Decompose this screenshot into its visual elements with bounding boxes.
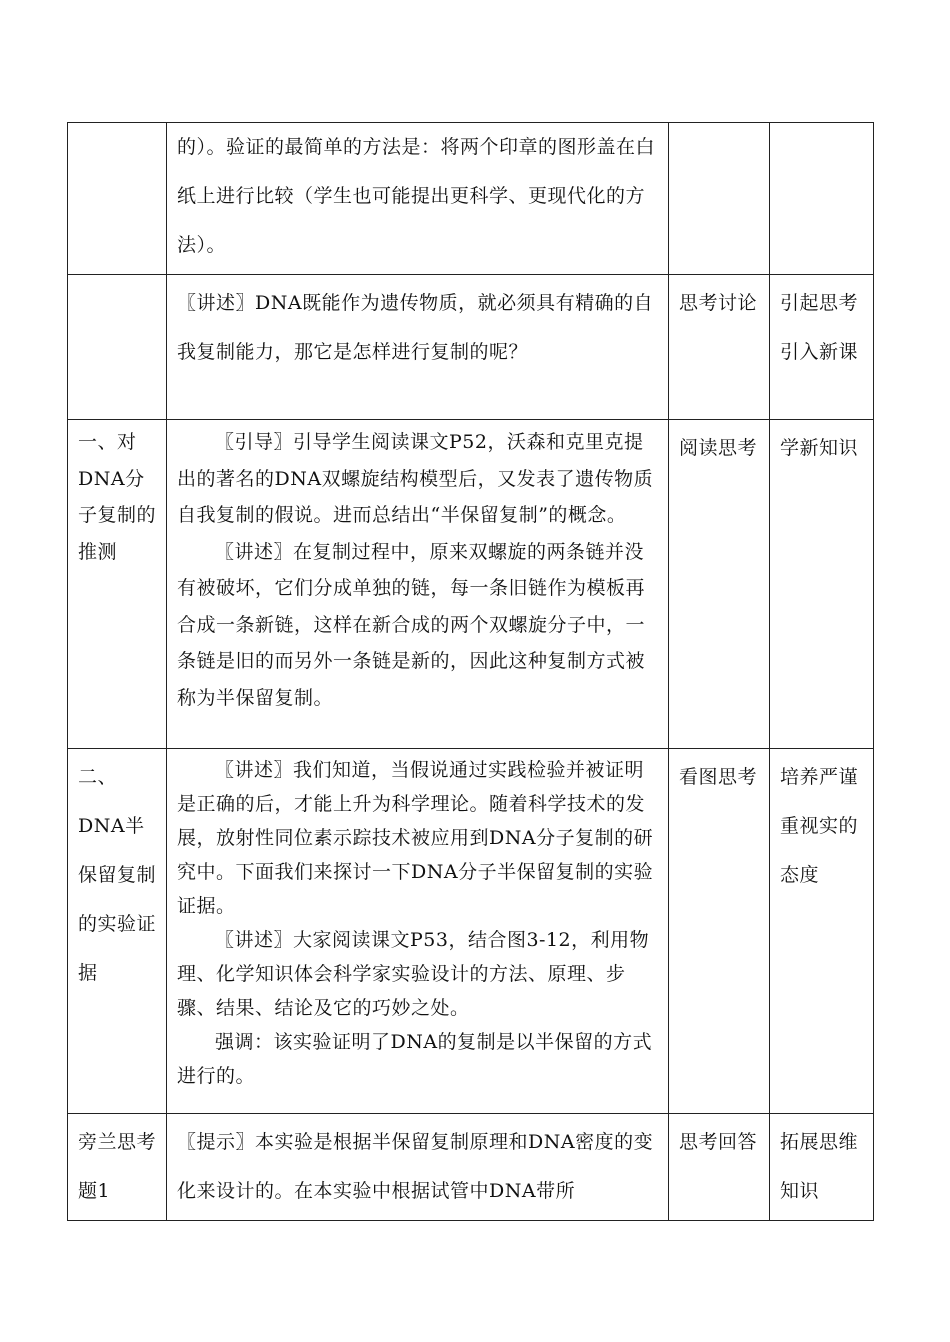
table-row bbox=[68, 275, 874, 420]
content-cell bbox=[167, 749, 669, 1114]
content-paragraph: 〖讲述〗我们知道，当假说通过实践检验并被证明是正确的后，才能上升为科学理论。随着科学技术的发展，放射性同位素示踪技术被应用到DNA分子复制的研究中。下面我们来探讨一下DNA分子半保留复制的实验证据。 bbox=[177, 759, 654, 917]
table-row bbox=[68, 1114, 874, 1221]
purpose-cell: 学新知识 bbox=[770, 420, 874, 749]
purpose-cell: 引起思考引入新课 bbox=[770, 275, 874, 420]
activity-cell: 思考回答 bbox=[669, 1114, 770, 1221]
stage-cell bbox=[68, 275, 167, 420]
content-paragraph: 〖引导〗引导学生阅读课文P52，沃森和克里克提出的著名的DNA双螺旋结构模型后，又发表了遗传物质自我复制的假说。进而总结出“半保留复制”的概念。 bbox=[177, 431, 654, 526]
table-row bbox=[68, 749, 874, 1114]
activity-cell: 看图思考 bbox=[669, 749, 770, 1114]
table-row bbox=[68, 123, 874, 275]
content-cell bbox=[167, 420, 669, 749]
activity-cell bbox=[669, 123, 770, 275]
content-paragraph: 〖讲述〗DNA既能作为遗传物质，就必须具有精确的自我复制能力，那它是怎样进行复制的呢？ bbox=[177, 292, 654, 363]
content-cell bbox=[167, 1114, 669, 1221]
activity-cell: 阅读思考 bbox=[669, 420, 770, 749]
stage-cell: 旁兰思考题1 bbox=[68, 1114, 167, 1221]
content-cell bbox=[167, 123, 669, 275]
content-paragraph: 〖讲述〗在复制过程中，原来双螺旋的两条链并没有被破坏，它们分成单独的链，每一条旧链作为模板再合成一条新链，这样在新合成的两个双螺旋分子中，一条链是旧的而另外一条链是新的，因此这种复制方式被称为半保留复制。 bbox=[177, 540, 646, 709]
purpose-cell: 拓展思维知识 bbox=[770, 1114, 874, 1221]
stage-cell: 二、DNA半保留复制的实验证据 bbox=[68, 749, 167, 1114]
purpose-cell bbox=[770, 123, 874, 275]
content-paragraph: 强调：该实验证明了DNA的复制是以半保留的方式进行的。 bbox=[177, 1031, 653, 1087]
content-paragraph: 的）。验证的最简单的方法是：将两个印章的图形盖在白纸上进行比较（学生也可能提出更科学、更现代化的方法）。 bbox=[177, 136, 656, 256]
stage-cell: 一、对DNA分子复制的推测 bbox=[68, 420, 167, 749]
lesson-plan-table bbox=[67, 122, 874, 1221]
purpose-cell: 培养严谨重视实的态度 bbox=[770, 749, 874, 1114]
content-paragraph: 〖讲述〗大家阅读课文P53，结合图3-12，利用物理、化学知识体会科学家实验设计的方法、原理、步骤、结果、结论及它的巧妙之处。 bbox=[177, 929, 650, 1019]
content-paragraph: 〖提示〗本实验是根据半保留复制原理和DNA密度的变化来设计的。在本实验中根据试管中DNA带所 bbox=[177, 1131, 654, 1202]
stage-cell bbox=[68, 123, 167, 275]
activity-cell: 思考讨论 bbox=[669, 275, 770, 420]
table-row bbox=[68, 420, 874, 749]
content-cell bbox=[167, 275, 669, 420]
